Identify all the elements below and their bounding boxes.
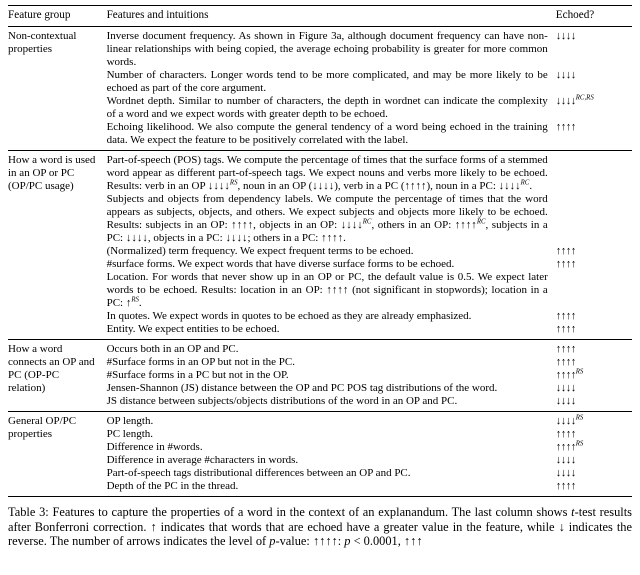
feature-text: Difference in #words.	[106, 441, 203, 453]
header-feature-group: Feature group	[8, 6, 107, 27]
echoed-value: ↑↑↑↑	[555, 323, 576, 335]
feature-group	[8, 151, 632, 340]
echoed-value: ↑↑↑↑	[555, 310, 576, 322]
feature-text: #Surface forms in an OP but not in the PC.	[106, 356, 295, 368]
table-header	[8, 6, 632, 27]
echoed-value: ↓↓↓↓	[555, 454, 576, 466]
echoed-value: ↓↓↓↓	[555, 30, 576, 42]
echoed-value: ↑↑↑↑	[555, 480, 576, 492]
table-caption: Table 3: Features to capture the properties of a word in the context of an explanandum. The last column shows t-test results after Bonferroni correction. ↑ indicates that words that are echoed have a greater value in the feature, while ↓ indicates the reverse. The number of arrows indicates the level of p-value: ↑↑↑↑: p < 0.0001, ↑↑↑	[8, 505, 632, 549]
feature-text: Occurs both in an OP and PC.	[106, 343, 239, 355]
feature-text: Part-of-speech tags distributional differences between an OP and PC.	[106, 467, 411, 479]
feature-text: Subjects and objects from dependency labels. We compute the percentage of times that the word appears as subjects, objects, and others. We expect subjects and objects more likely to be echoed. Results: subjects in an OP: ↑↑↑↑, objects in an OP: ↓↓↓↓$^{RC}$, others in an OP: ↑↑↑↑$^{RC}$, subjects in a PC: ↓↓↓↓, objects in a PC: ↓↓↓↓; others in a PC: ↑↑↑↑.	[106, 193, 548, 244]
feature-text: In quotes. We expect words in quotes to be echoed as they are already emphasized.	[106, 310, 472, 322]
echoed-value: ↑↑↑↑	[555, 258, 576, 270]
feature-text: Inverse document frequency. As shown in Figure 3a, although document frequency can have non-linear relationships with being copied, the average echoing probability is greater for more common words.	[106, 30, 548, 68]
header-row	[8, 6, 632, 27]
feature-text: Depth of the PC in the thread.	[106, 480, 239, 492]
echoed-value: ↑↑↑↑	[555, 343, 576, 355]
header-echoed: Echoed?	[556, 6, 632, 27]
feature-row	[8, 151, 632, 194]
feature-text: Part-of-speech (POS) tags. We compute the percentage of times that the surface forms of a stemmed word appear as different part-of-speech tags. We expect nouns and verbs more likely to be echoed. Results: verb in an OP ↓↓↓↓$^{RS}$, noun in an OP (↓↓↓↓), verb in a PC (↑↑↑↑), noun in a PC: ↓↓↓↓$^{RC}$.	[106, 154, 548, 192]
header-features-and-intuitions: Features and intuitions	[107, 6, 556, 27]
feature-text: Jensen-Shannon (JS) distance between the OP and PC POS tag distributions of the word.	[106, 382, 498, 394]
feature-group-name: General OP/PC properties	[8, 415, 77, 440]
echoed-value: ↓↓↓↓	[555, 467, 576, 479]
echoed-value	[556, 193, 632, 245]
feature-group-name: How a word connects an OP and PC (OP-PC relation)	[8, 343, 95, 394]
feature-text: OP length.	[106, 415, 154, 427]
echoed-value	[556, 151, 632, 194]
feature-text: Entity. We expect entities to be echoed.	[106, 323, 280, 335]
feature-text: Location. For words that never show up in an OP or PC, the default value is 0.5. We expect later words to be echoed. Results: location in an OP: ↑↑↑↑ (not significant in stopwords); location in a PC: ↑$^{RS}$.	[106, 271, 548, 309]
feature-text: PC length.	[106, 428, 154, 440]
echoed-value: ↓↓↓↓	[555, 382, 576, 394]
echoed-value: ↑↑↑↑$^{RS}$	[555, 440, 584, 453]
feature-group	[8, 340, 632, 412]
feature-text: JS distance between subjects/objects distributions of the word in an OP and PC.	[106, 395, 458, 407]
echoed-value: ↑↑↑↑	[555, 245, 576, 257]
feature-group	[8, 412, 632, 497]
feature-text: (Normalized) term frequency. We expect frequent terms to be echoed.	[106, 245, 414, 257]
echoed-value: ↑↑↑↑	[555, 356, 576, 368]
feature-text: Number of characters. Longer words tend to be more complicated, and may be more likely to be echoed as part of the core argument.	[106, 69, 548, 94]
feature-text: Difference in average #characters in words.	[106, 454, 299, 466]
features-table	[8, 5, 632, 497]
feature-group	[8, 27, 632, 151]
feature-text: #Surface forms in a PC but not in the OP.	[106, 369, 289, 381]
echoed-value: ↓↓↓↓$^{RS}$	[555, 414, 584, 427]
echoed-value: ↑↑↑↑$^{RS}$	[555, 368, 584, 381]
feature-text: #surface forms. We expect words that have diverse surface forms to be echoed.	[106, 258, 455, 270]
feature-row	[8, 27, 632, 70]
feature-row	[8, 340, 632, 357]
echoed-value: ↓↓↓↓$^{RC,RS}$	[555, 94, 594, 107]
echoed-value	[556, 271, 632, 310]
echoed-value: ↑↑↑↑	[555, 428, 576, 440]
echoed-value: ↓↓↓↓	[555, 69, 576, 81]
feature-text: Echoing likelihood. We also compute the general tendency of a word being echoed in the training data. We expect the feature to be positively correlated with the label.	[106, 121, 548, 146]
echoed-value: ↑↑↑↑	[555, 121, 576, 133]
feature-row	[8, 412, 632, 429]
echoed-value: ↓↓↓↓	[555, 395, 576, 407]
feature-group-name: How a word is used in an OP or PC (OP/PC usage)	[8, 154, 96, 192]
feature-text: Wordnet depth. Similar to number of characters, the depth in wordnet can indicate the complexity of a word and we expect words with greater depth to be echoed.	[106, 95, 548, 120]
feature-group-name: Non-contextual properties	[8, 30, 77, 55]
